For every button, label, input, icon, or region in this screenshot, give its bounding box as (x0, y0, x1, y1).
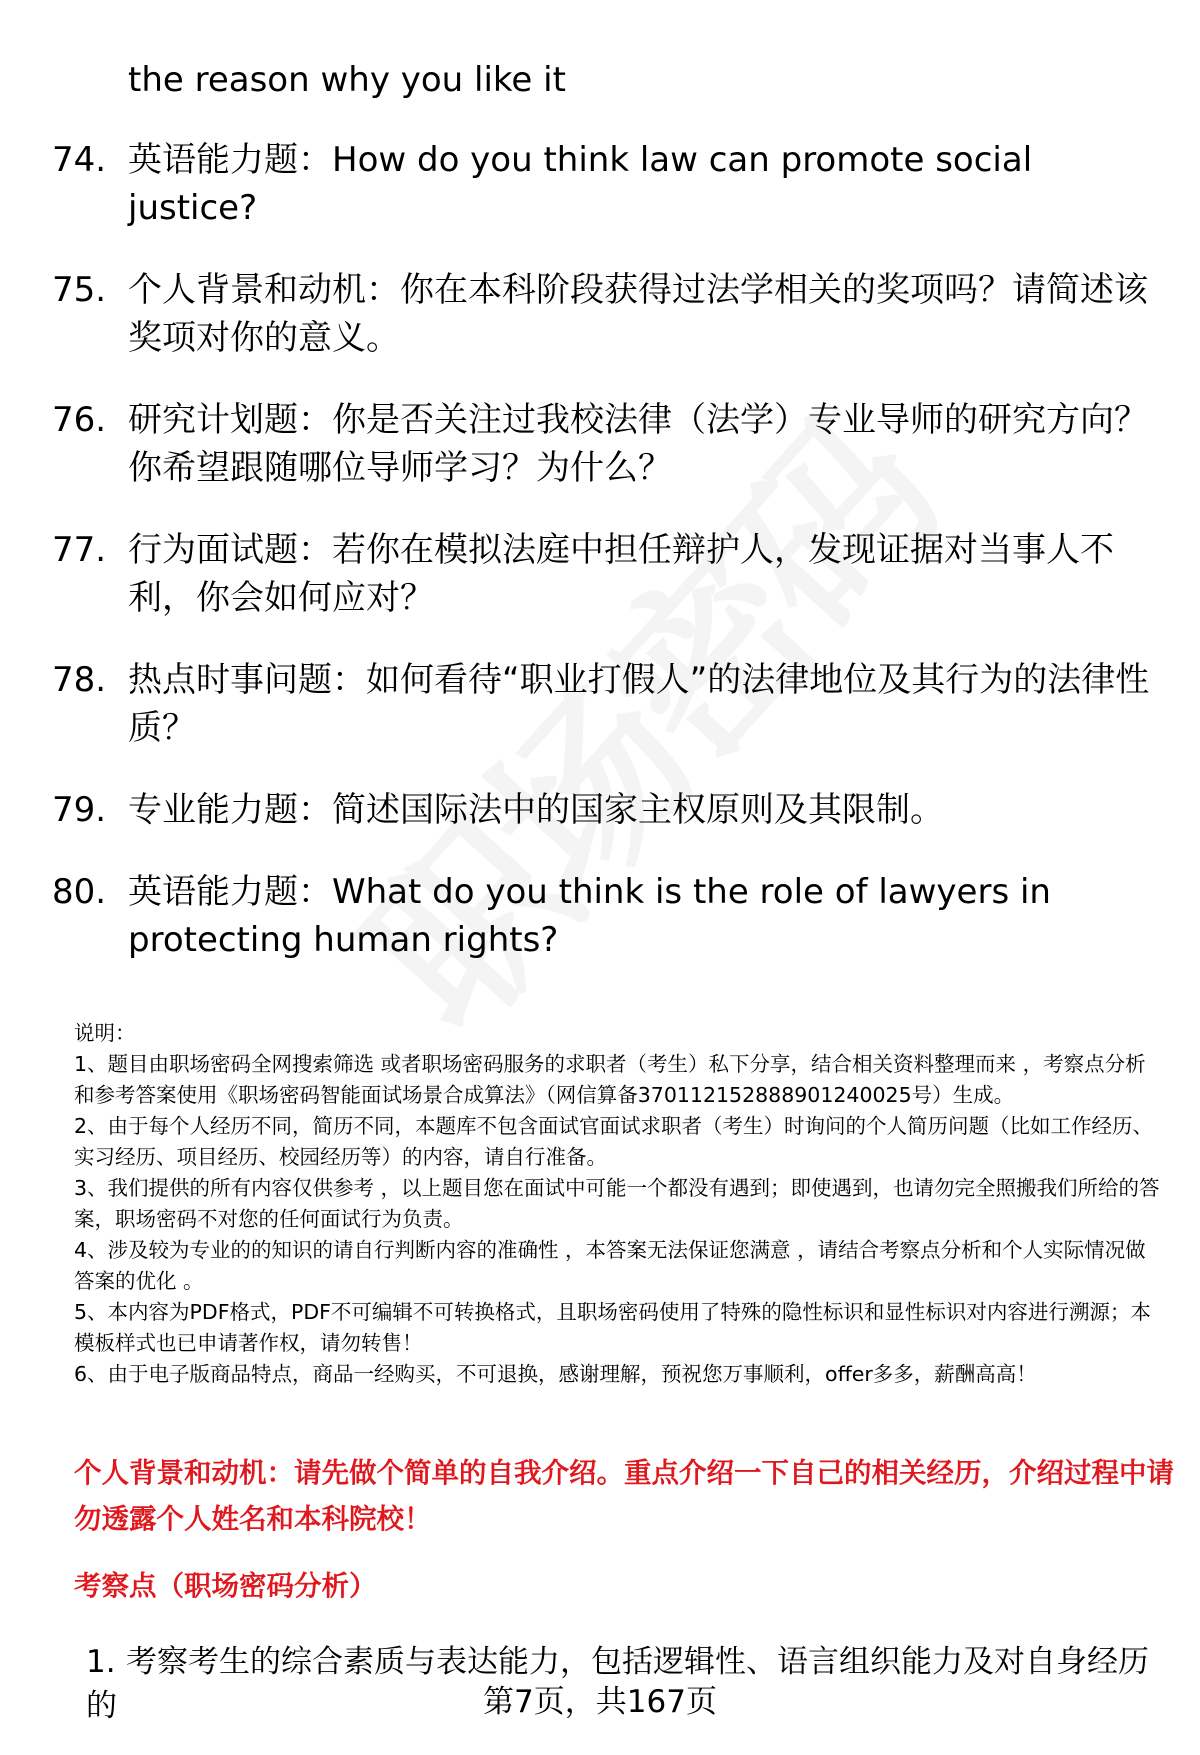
question-continuation: the reason why you like it (128, 60, 566, 100)
question-number: 74. (52, 140, 107, 180)
notes-title: 说明： (74, 1021, 136, 1045)
note-item: 4、涉及较为专业的的知识的请自行判断内容的准确性 ，本答案无法保证您满意 ，请结合考察点分析和个人实际情况做答案的优化 。 (74, 1238, 1146, 1293)
question-text: 行为面试题：若你在模拟法庭中担任辩护人，发现证据对当事人不利，你会如何应对？ (128, 530, 1114, 618)
question-text: 专业能力题：简述国际法中的国家主权原则及其限制。 (128, 790, 944, 830)
question-item (52, 656, 1162, 752)
note-item: 6、由于电子版商品特点，商品一经购买，不可退换，感谢理解，预祝您万事顺利，offer多多，薪酬高高！ (74, 1362, 1037, 1386)
notes-section (74, 1018, 1164, 1390)
analysis-text: 考察考生的综合素质与表达能力，包括逻辑性、语言组织能力及对自身经历的 (86, 1644, 1149, 1724)
highlight-question: 个人背景和动机：请先做个简单的自我介绍。重点介绍一下自己的相关经历，介绍过程中请勿透露个人姓名和本科院校！ (74, 1457, 1174, 1535)
analysis-heading: 考察点（职场密码分析） (74, 1570, 377, 1602)
question-number: 80. (52, 872, 107, 912)
question-number: 75. (52, 270, 107, 310)
question-number: 77. (52, 530, 107, 570)
question-text: 英语能力题：What do you think is the role of lawyers in protecting human rights? (128, 872, 1051, 960)
question-list (52, 136, 1162, 998)
question-text: 研究计划题：你是否关注过我校法律（法学）专业导师的研究方向？你希望跟随哪位导师学习？为什么？ (128, 400, 1148, 488)
question-item (52, 786, 1162, 834)
note-item: 1、题目由职场密码全网搜索筛选 或者职场密码服务的求职者（考生）私下分享，结合相关资料整理而来 ，考察点分析和参考答案使用《职场密码智能面试场景合成算法》（网信算备370112152888901240025号）生成。 (74, 1052, 1146, 1107)
question-item (52, 136, 1162, 232)
question-number: 78. (52, 660, 107, 700)
note-item: 3、我们提供的所有内容仅供参考 ，以上题目您在面试中可能一个都没有遇到；即使遇到，也请勿完全照搬我们所给的答案，职场密码不对您的任何面试行为负责。 (74, 1176, 1160, 1231)
question-text: 个人背景和动机：你在本科阶段获得过法学相关的奖项吗？请简述该奖项对你的意义。 (128, 270, 1148, 358)
note-item: 2、由于每个人经历不同，简历不同，本题库不包含面试官面试求职者（考生）时询问的个人简历问题（比如工作经历、实习经历、项目经历、校园经历等）的内容，请自行准备。 (74, 1114, 1154, 1169)
analysis-number: 1. (86, 1644, 116, 1680)
question-number: 76. (52, 400, 107, 440)
question-item (52, 526, 1162, 622)
question-item (52, 396, 1162, 492)
page-footer: 第7页，共167页 (483, 1684, 717, 1720)
question-number: 79. (52, 790, 107, 830)
note-item: 5、本内容为PDF格式，PDF不可编辑不可转换格式，且职场密码使用了特殊的隐性标识和显性标识对内容进行溯源；本模板样式也已申请著作权，请勿转售！ (74, 1300, 1151, 1355)
question-text: 热点时事问题：如何看待“职业打假人”的法律地位及其行为的法律性质？ (128, 660, 1150, 748)
question-item (52, 868, 1162, 964)
question-text: 英语能力题：How do you think law can promote social justice? (128, 140, 1033, 228)
question-item (52, 266, 1162, 362)
